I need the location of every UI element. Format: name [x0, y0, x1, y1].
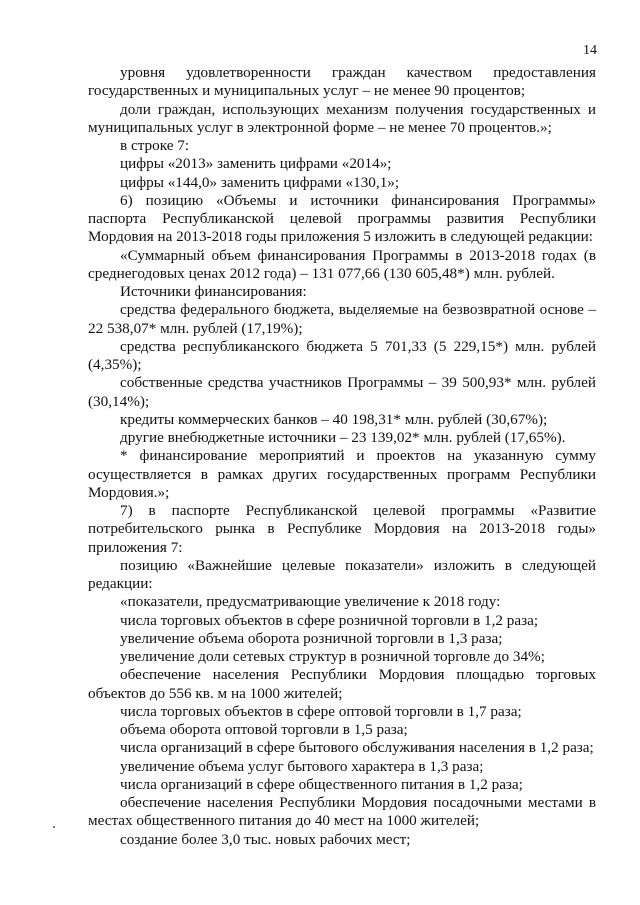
scan-speck: [53, 826, 55, 828]
paragraph: доли граждан, использующих механизм получения государственных и муниципальных услуг в электронной форме – не менее 70 процентов.»;: [88, 100, 596, 136]
paragraph: 6) позицию «Объемы и источники финансирования Программы» паспорта Республиканской целевой программы развития Республики Мордовия на 2013-2018 годы приложения 5 изложить в следующей редакции:: [88, 191, 596, 246]
paragraph: числа организаций в сфере общественного питания в 1,2 раза;: [120, 775, 523, 793]
paragraph: объема оборота оптовой торговли в 1,5 раза;: [120, 721, 408, 738]
paragraph: обеспечение населения Республики Мордовия площадью торговых объектов до 556 кв. м на 1000 жителей;: [88, 666, 596, 702]
paragraph: другие внебюджетные источники – 23 139,02* млн. рублей (17,65%).: [120, 429, 566, 446]
paragraph: числа торговых объектов в сфере розничной торговли в 1,2 раза;: [120, 611, 539, 629]
paragraph: * финансирование мероприятий и проектов на указанную сумму осуществляется в рамках других государственных программ Республики Мордовия.»;: [88, 447, 596, 501]
paragraph: «Суммарный объем финансирования Программы в 2013-2018 годах (в среднегодовых ценах 2012 года) – 131 077,66 (130 605,48*) млн. рублей.: [88, 246, 596, 282]
paragraph: средства федерального бюджета, выделяемые на безвозвратной основе – 22 538,07* млн. рублей (17,19%);: [88, 301, 596, 337]
paragraph: 7) в паспорте Республиканской целевой программы «Развитие потребительского рынка в Республике Мордовия на 2013-2018 годы» приложения 7:: [88, 502, 596, 556]
paragraph: кредиты коммерческих банков – 40 198,31* млн. рублей (30,67%);: [120, 410, 548, 428]
paragraph: собственные средства участников Программы – 39 500,93* млн. рублей (30,14%);: [88, 374, 596, 410]
paragraph: увеличение объема услуг бытового характера в 1,3 раза;: [120, 757, 484, 775]
page-number: 14: [583, 43, 597, 58]
paragraph: обеспечение населения Республики Мордовия посадочными местами в местах общественного питания до 40 мест на 1000 жителей;: [88, 794, 596, 830]
paragraph: числа торговых объектов в сфере оптовой торговли в 1,7 раза;: [120, 702, 522, 720]
paragraph: средства республиканского бюджета 5 701,33 (5 229,15*) млн. рублей (4,35%);: [88, 337, 596, 373]
paragraph: «показатели, предусматривающие увеличение к 2018 году:: [120, 593, 501, 611]
document-body: [88, 64, 596, 849]
paragraph: числа организаций в сфере бытового обслуживания населения в 1,2 раза;: [120, 739, 594, 757]
paragraph: создание более 3,0 тыс. новых рабочих мест;: [120, 830, 411, 848]
paragraph: цифры «144,0» заменить цифрами «130,1»;: [120, 173, 400, 191]
paragraph: в строке 7:: [120, 137, 190, 154]
paragraph: позицию «Важнейшие целевые показатели» изложить в следующей редакции:: [88, 556, 596, 592]
paragraph: увеличение объема оборота розничной торговли в 1,3 раза;: [120, 629, 503, 647]
paragraph: Источники финансирования:: [120, 283, 307, 300]
paragraph: цифры «2013» заменить цифрами «2014»;: [120, 155, 392, 173]
paragraph: уровня удовлетворенности граждан качеством предоставления государственных и муниципальных услуг – не менее 90 процентов;: [88, 64, 596, 100]
paragraph: увеличение доли сетевых структур в розничной торговле до 34%;: [120, 648, 545, 665]
